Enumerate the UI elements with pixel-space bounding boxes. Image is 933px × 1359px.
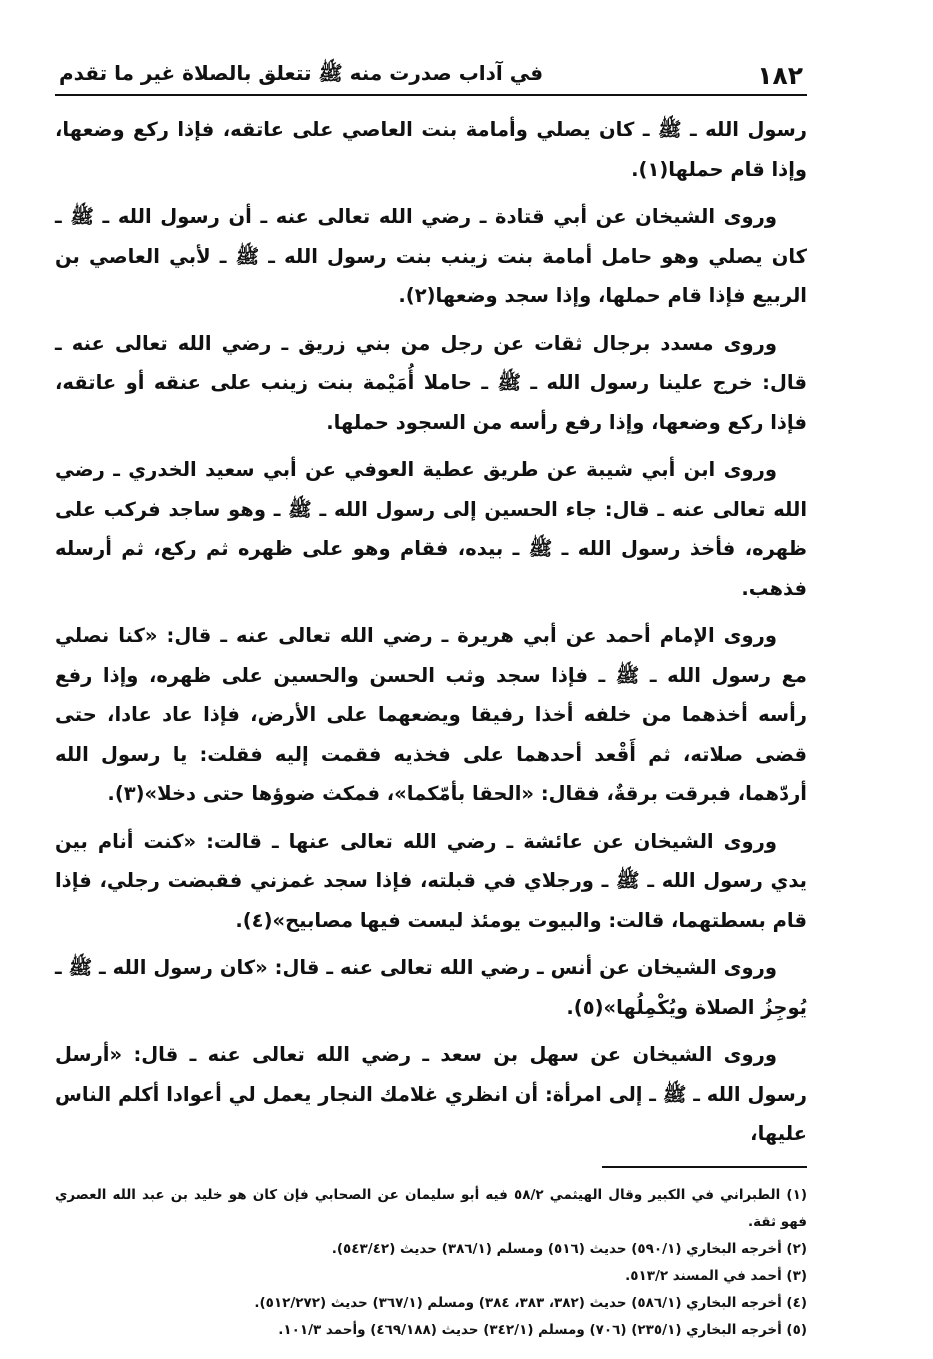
paragraph-anas — [55, 948, 807, 1027]
paragraph-continuation — [55, 110, 807, 189]
paragraph-ibn-abi-shayba — [55, 450, 807, 608]
footnote-3: (٣) أحمد في المسند ٥١٣/٢. — [625, 1267, 807, 1284]
paragraph-text: وروى الشيخان عن سهل بن سعد ـ رضي الله تعالى عنه ـ قال: «أرسل رسول الله ـ ﷺ ـ إلى امرأة: أن انظري غلامك النجار يعمل لي أعوادا أكلم الناس عليها، — [55, 1043, 807, 1145]
paragraph-text: وروى الشيخان عن أنس ـ رضي الله تعالى عنه ـ قال: «كان رسول الله ـ ﷺ ـ يُوجِزُ الصلاة ويُكْمِلُها»(٥). — [55, 956, 807, 1019]
running-header — [55, 52, 807, 96]
page-number: ١٨٢ — [757, 61, 803, 90]
paragraph-text: رسول الله ـ ﷺ ـ كان يصلي وأمامة بنت العاصي على عاتقه، فإذا ركع وضعها، وإذا قام حملها(١). — [55, 118, 807, 181]
paragraph-text: وروى الإمام أحمد عن أبي هريرة ـ رضي الله تعالى عنه ـ قال: «كنا نصلي مع رسول الله ـ ﷺ ـ فإذا سجد وثب الحسن والحسين على ظهره، وإذا رفع رأسه أخذهما من خلفه أخذا رفيقا ويضعهما على الأرض، فإذا عاد عادا، حتى قضى صلاته، ثم أَقْعد أحدهما على فخذيه فقمت إليه فقلت: يا رسول الله أردّهما، فبرقت برقةٌ، فقال: «الحقا بأمّكما»، فمكث ضوؤها حتى دخلا»(٣). — [55, 624, 807, 805]
paragraph-musaddad — [55, 324, 807, 443]
book-page — [55, 52, 807, 1338]
paragraph-text: وروى الشيخان عن أبي قتادة ـ رضي الله تعالى عنه ـ أن رسول الله ـ ﷺ ـ كان يصلي وهو حامل أمامة بنت زينب بنت رسول الله ـ ﷺ ـ لأبي العاصي بن الربيع فإذا قام حملها، وإذا سجد وضعها(٢). — [55, 205, 807, 307]
paragraph-aisha — [55, 822, 807, 941]
paragraph-sahl — [55, 1035, 807, 1154]
footnote-5: (٥) أخرجه البخاري (٢٣٥/١) (٧٠٦) ومسلم (٣٤٢/١) حديث (٤٦٩/١٨٨) وأحمد ١٠١/٣. — [278, 1321, 807, 1338]
paragraph-ahmad — [55, 616, 807, 814]
footnote-2: (٢) أخرجه البخاري (٥٩٠/١) حديث (٥١٦) ومسلم (٣٨٦/١) حديث (٥٤٣/٤٢). — [331, 1240, 807, 1257]
paragraph-text: وروى الشيخان عن عائشة ـ رضي الله تعالى عنها ـ قالت: «كنت أنام بين يدي رسول الله ـ ﷺ ـ ورجلاي في قبلته، فإذا سجد غمزني فقبضت رجلي، فإذا قام بسطتهما، قالت: والبيوت يومئذ ليست فيها مصابيح»(٤). — [55, 829, 807, 932]
paragraph-abu-qatada — [55, 197, 807, 316]
chapter-title: في آداب صدرت منه ﷺ تتعلق بالصلاة غير ما تقدم — [59, 61, 544, 85]
main-text — [55, 110, 807, 1154]
paragraph-text: وروى مسدد برجال ثقات عن رجل من بني زريق ـ رضي الله تعالى عنه ـ قال: خرج علينا رسول الله ـ ﷺ ـ حاملا أُمَيْمة بنت زينب على عنقه أو عاتقه، فإذا ركع وضعها، وإذا رفع رأسه من السجود حملها. — [55, 331, 807, 434]
footnote-4: (٤) أخرجه البخاري (٥٨٦/١) حديث (٣٨٢، ٣٨٣، ٣٨٤) ومسلم (٣٦٧/١) حديث (٥١٢/٢٧٢). — [254, 1294, 807, 1311]
footnote-divider — [602, 1166, 807, 1168]
footnotes — [55, 1182, 807, 1344]
paragraph-text: وروى ابن أبي شيبة عن طريق عطية العوفي عن أبي سعيد الخدري ـ رضي الله تعالى عنه ـ قال: جاء الحسين إلى رسول الله ـ ﷺ ـ وهو ساجد فركب على ظهره، فأخذ رسول الله ـ ﷺ ـ بيده، فقام وهو على ظهره ثم ركع، ثم أرسله فذهب. — [55, 458, 807, 600]
footnote-1: (١) الطبراني في الكبير وقال الهيثمي ٥٨/٢ فيه أبو سليمان عن الصحابي فإن كان هو خليد بن عبد الله العصري فهو ثقة. — [55, 1186, 807, 1230]
